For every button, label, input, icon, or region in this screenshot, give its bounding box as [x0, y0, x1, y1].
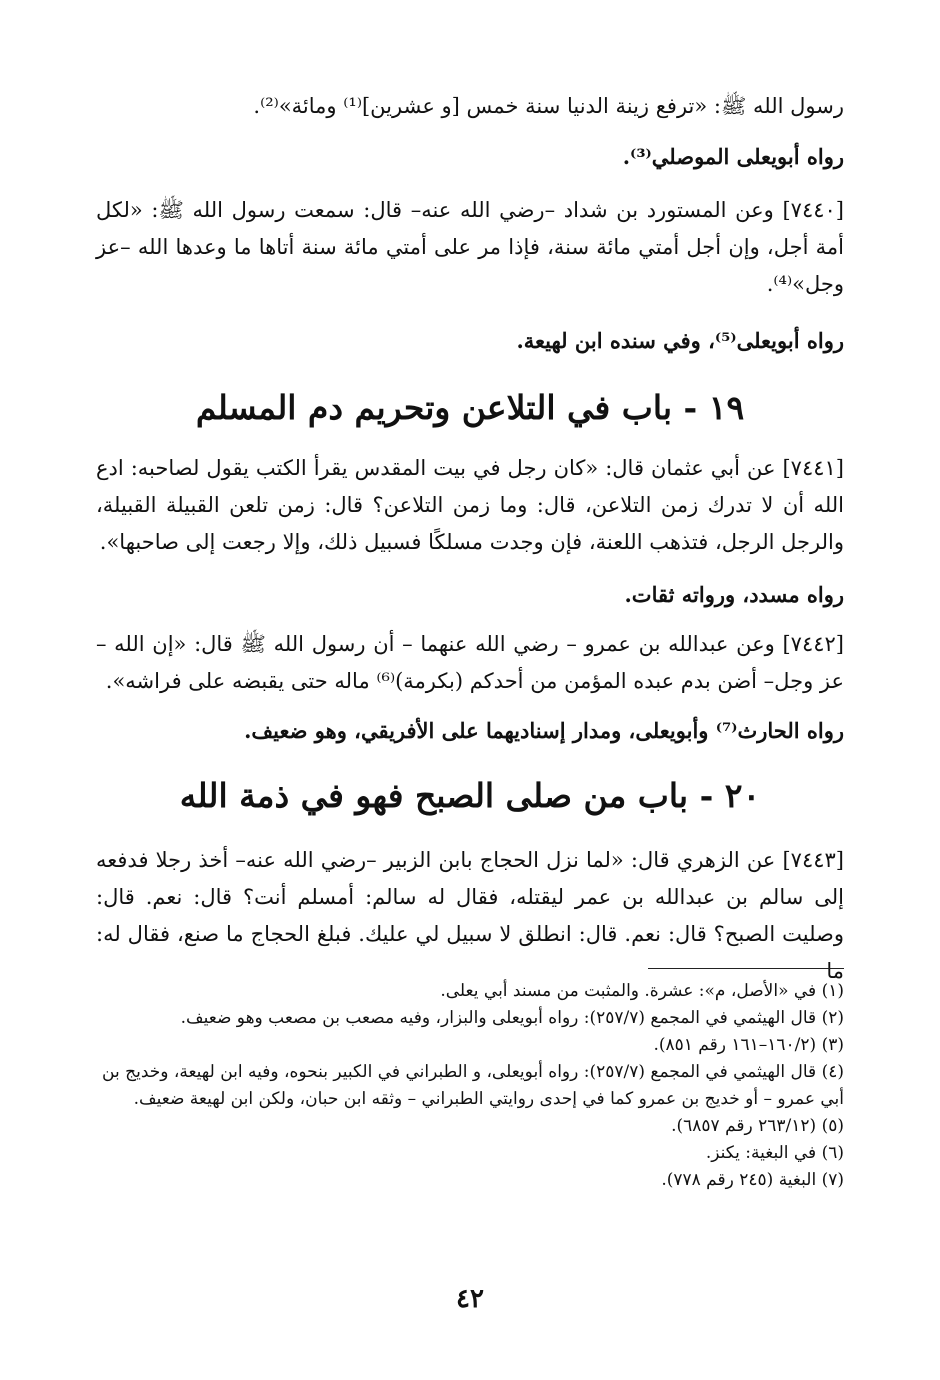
footnote-item: (٧) البغية (٢٤٥ رقم ٧٧٨). [661, 1170, 844, 1190]
footnote-item: (٣) (١٦٠/٢–١٦١ رقم ٨٥١). [653, 1035, 844, 1055]
hadith-7441: [٧٤٤١] عن أبي عثمان قال: «كان رجل في بيت المقدس يقرأ الكتب يقول لصاحبه: ادع الله أن لا تدرك زمن التلاعن، قال: وما زمن التلاعن؟ قال: زمن تلعن القبيلة القبيلة، والرجل الرجل، فتذهب اللعنة، فإن وجدت مسلكًا فسبيل ذلك، وإلا رجعت إلى صاحبها». [96, 456, 844, 554]
page-number: ٤٢ [456, 1284, 484, 1314]
hadith-7442: [٧٤٤٢] وعن عبدالله بن عمرو – رضي الله عنهما – أن رسول الله ﷺ قال: «إن الله –عز وجل– أضن بدم عبده المؤمن من أحدكم (بكرمة)⁽⁶⁾ ماله حتى يقبضه على فراشه». [96, 632, 844, 693]
hadith-7440: [٧٤٤٠] وعن المستورد بن شداد –رضي الله عنه– قال: سمعت رسول الله ﷺ: «لكل أمة أجل، وإن أجل أمتي مائة سنة، فإذا مر على أمتي مائة سنة أتاها ما وعدها الله –عز وجل»⁽⁴⁾. [96, 198, 844, 296]
narration-note: رواه مسدد، ورواته ثقات. [624, 582, 844, 607]
chapter-heading-20: ٢٠ - باب من صلى الصبح فهو في ذمة الله [179, 776, 761, 815]
footnote-item: (٥) (٢٦٣/١٢ رقم ٦٨٥٧). [671, 1116, 844, 1136]
footnote-item: (٦) في البغية: يكنز. [705, 1143, 844, 1163]
footnote-divider [648, 968, 844, 969]
footnote-item: (٤) قال الهيثمي في المجمع (٢٥٧/٧): رواه أبويعلى، و الطبراني في الكبير بنحوه، وفيه ابن لهيعة، وخديج بن أبي عمرو – أو خديج بن عمرو كما في إحدى روايتي الطبراني – وثقه ابن حبان، ولكن ابن لهيعة ضعيف. [102, 1062, 844, 1109]
narration-note: رواه أبويعلى الموصلي⁽³⁾. [622, 144, 844, 169]
footnote-item: (١) في «الأصل، م»: عشرة. والمثبت من مسند أبي يعلى. [440, 981, 844, 1001]
hadith-continuation-text: رسول الله ﷺ: «ترفع زينة الدنيا سنة خمس [و عشرين]⁽¹⁾ ومائة»⁽²⁾. [253, 94, 844, 118]
chapter-heading-19: ١٩ - باب في التلاعن وتحريم دم المسلم [195, 388, 745, 427]
hadith-7443: [٧٤٤٣] عن الزهري قال: «لما نزل الحجاج بابن الزبير –رضي الله عنه– أخذ رجلا فدفعه إلى سالم بن عبدالله بن عمر ليقتله، فقال له سالم: أمسلم أنت؟ قال: نعم. قال: وصليت الصبح؟ قال: نعم. قال: انطلق لا سبيل لي عليك. فبلغ الحجاج ما صنع، فقال له: ما [96, 848, 844, 983]
footnote-item: (٢) قال الهيثمي في المجمع (٢٥٧/٧): رواه أبويعلى والبزار، وفيه مصعب بن مصعب وهو ضعيف. [180, 1008, 844, 1028]
footnotes-list [88, 978, 844, 1194]
narration-note: رواه أبويعلى⁽⁵⁾، وفي سنده ابن لهيعة. [516, 328, 844, 353]
narration-note: رواه الحارث⁽⁷⁾ وأبويعلى، ومدار إسناديهما على الأفريقي، وهو ضعيف. [244, 718, 844, 743]
